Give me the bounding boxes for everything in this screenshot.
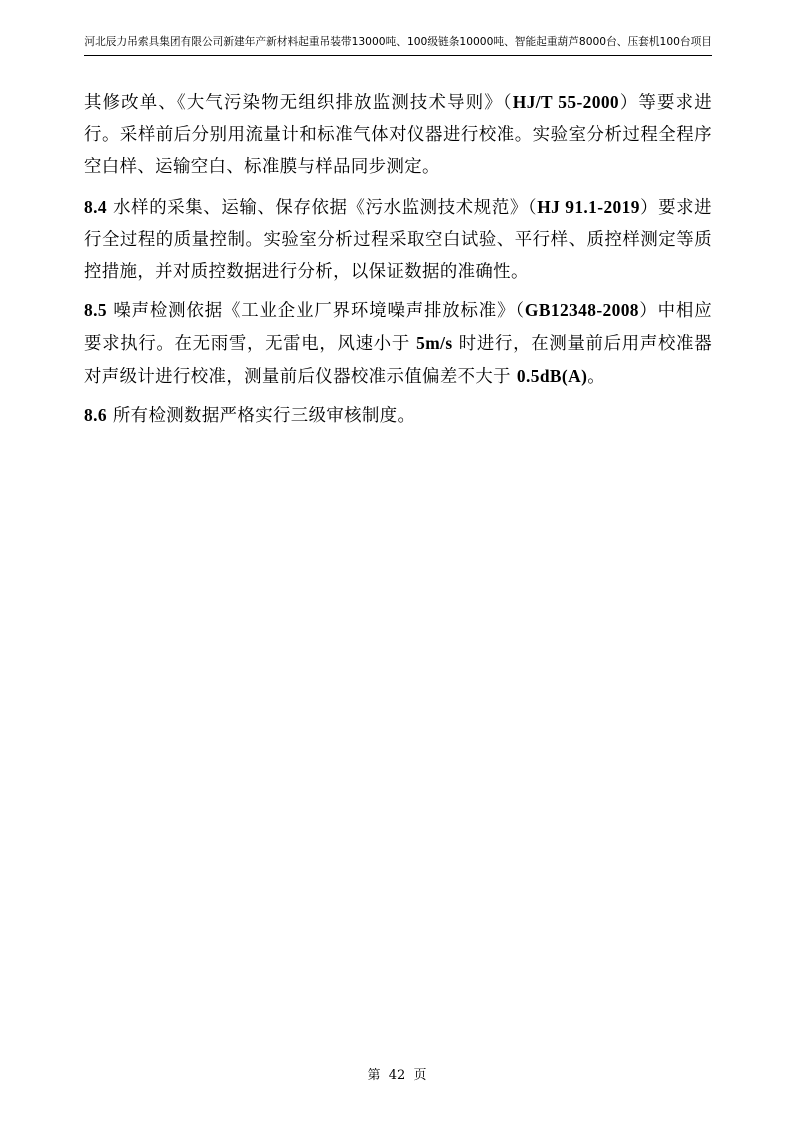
header-rule (84, 55, 712, 56)
text-run: 噪声检测依据《工业企业厂界环境噪声排放标准》（ (106, 301, 525, 321)
running-header: 河北辰力吊索具集团有限公司新建年产新材料起重吊装带13000吨、100级链条10000吨、智能起重葫芦8000台、压套机100台项目 (84, 35, 712, 48)
text-run: 所有检测数据严格实行三级审核制度。 (106, 406, 416, 426)
page-number: 第 42 页 (367, 1068, 427, 1083)
paragraph-8-6-data-review (84, 399, 712, 432)
wind-speed-value: 5m/s (416, 333, 453, 353)
standard-code: HJ/T 55-2000 (512, 92, 620, 112)
paragraph-8-4-water-sampling (84, 191, 712, 288)
text-run: ）要求进行全过程的质量控制。实验室分析过程采取空白试验、平行样、质控样测定等质控措施，并对质控数据进行分析，以保证数据的准确性。 (84, 198, 712, 282)
text-run: 。 (587, 367, 606, 387)
section-number: 8.6 (84, 405, 107, 425)
deviation-value: 0.5dB(A) (516, 366, 588, 386)
text-run: ）中相应要求执行。在无雨雪，无雷电，风速小于 (84, 301, 712, 354)
standard-code: HJ 91.1-2019 (537, 197, 640, 217)
section-number: 8.4 (84, 197, 107, 217)
text-run: ）等要求进行。采样前后分别用流量计和标准气体对仪器进行校准。实验室分析过程全程序空白样、运输空白、标准膜与样品同步测定。 (84, 93, 712, 177)
section-number: 8.5 (84, 300, 107, 320)
body-text (84, 86, 712, 438)
text-run: 其修改单、《大气污染物无组织排放监测技术导则》（ (84, 93, 513, 113)
text-run: 水样的采集、运输、保存依据《污水监测技术规范》（ (106, 198, 538, 218)
text-run: 时进行，在测量前后用声校准器对声级计进行校准，测量前后仪器校准示值偏差不大于 (84, 334, 712, 387)
paragraph-8-5-noise-monitoring (84, 294, 712, 393)
standard-code: GB12348-2008 (524, 300, 639, 320)
paragraph-air-sampling (84, 86, 712, 183)
